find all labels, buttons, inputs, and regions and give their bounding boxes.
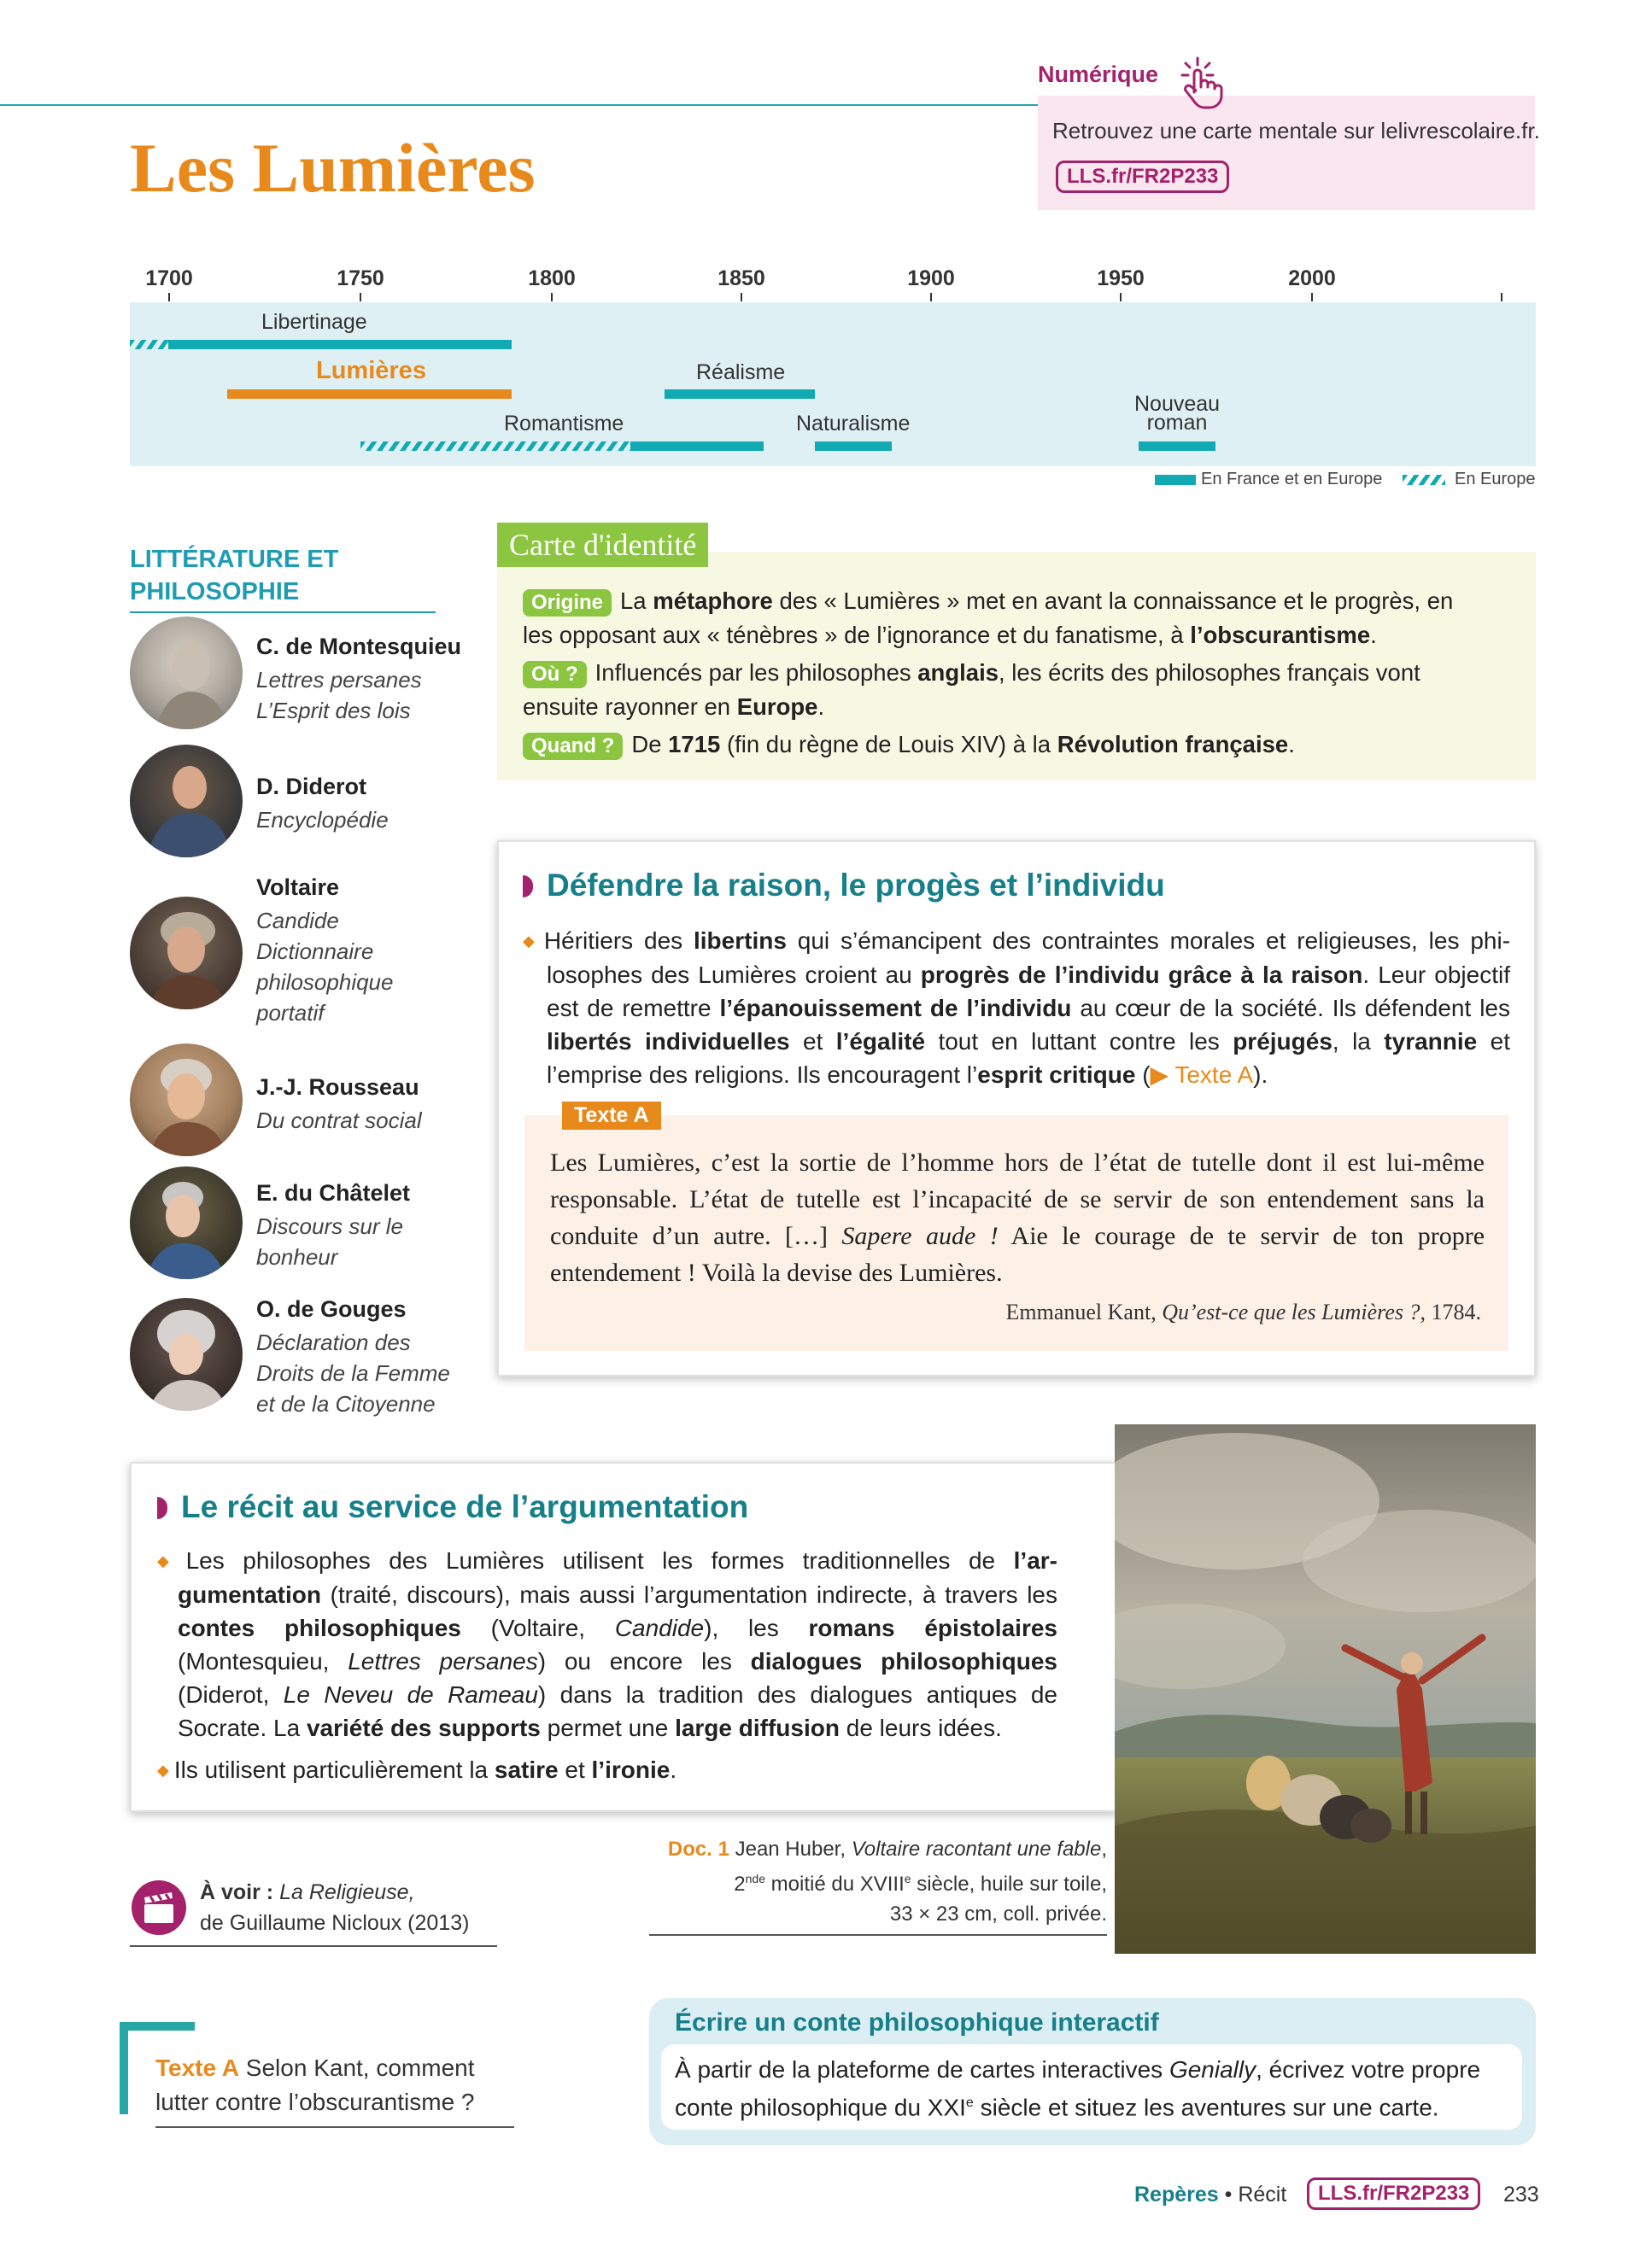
text-bold: métaphore xyxy=(653,587,773,614)
text-bold: l’obscurantisme xyxy=(1190,622,1371,648)
text: conte philosophique du XXI xyxy=(675,2094,966,2121)
timeline-bar-naturalisme xyxy=(815,441,892,451)
timeline-label-romantisme: Romantisme xyxy=(504,412,624,435)
painting-image xyxy=(1115,1424,1536,1954)
bullet-paragraph xyxy=(523,924,1510,1091)
text: (Diderot, xyxy=(178,1681,284,1708)
badge-ou: Où ? xyxy=(523,661,587,688)
author-work: Candide xyxy=(256,908,339,933)
a-voir-line xyxy=(200,1877,499,1908)
ci-quand xyxy=(523,728,1514,762)
author-work: bonheur xyxy=(256,1244,338,1270)
text-italic: Lettres persanes xyxy=(348,1648,538,1675)
texte-a-label: Texte A xyxy=(562,1102,661,1130)
text-bold: libertés individuelles xyxy=(547,1028,790,1055)
caption-line xyxy=(649,1864,1107,1899)
author-works xyxy=(256,1327,450,1419)
author-work: Encyclopédie xyxy=(256,807,389,833)
author-work: Dictionnaire xyxy=(256,938,374,964)
legend-swatch-france xyxy=(1155,475,1196,485)
section-marker-icon xyxy=(523,875,533,897)
text: ( xyxy=(1135,1061,1151,1088)
ecrire-line xyxy=(675,2053,1512,2086)
footer-link-label[interactable]: LLS.fr/FR2P233 xyxy=(1307,2177,1480,2210)
author-work: et de la Citoyenne xyxy=(256,1391,436,1417)
text: (Montesquieu, xyxy=(178,1648,348,1675)
legend-swatch-europe xyxy=(1403,475,1445,485)
author-work: philosophique xyxy=(256,969,394,995)
a-voir-text xyxy=(200,1877,499,1938)
text: (traité, discours), mais aussi l’argumentation indirecte, à travers les xyxy=(321,1581,1057,1608)
diamond-bullet-icon: ◆ xyxy=(157,1762,169,1779)
text-bold: l’égalité xyxy=(835,1028,926,1055)
text-bold: anglais xyxy=(917,659,999,686)
portrait-image xyxy=(130,617,243,729)
a-voir-title: La Religieuse, xyxy=(279,1880,415,1904)
timeline-bar-libertinage-europe xyxy=(130,340,168,349)
timeline-tick xyxy=(168,293,170,301)
diamond-bullet-icon: ◆ xyxy=(523,932,539,950)
text-italic: Sapere aude ! xyxy=(841,1222,999,1250)
clapperboard-icon xyxy=(130,1879,188,1937)
section-title-text: Défendre la raison, le progès et l’individu xyxy=(547,868,1165,903)
text-bold: l’épanouissement de l’individu xyxy=(719,995,1072,1021)
text-italic: Voltaire racontant une fable xyxy=(851,1838,1102,1861)
timeline-tick xyxy=(1311,293,1313,301)
text: . xyxy=(1288,731,1295,757)
ci-origine xyxy=(523,584,1514,618)
text: 2 xyxy=(734,1873,746,1896)
text-italic: Genially xyxy=(1168,2056,1256,2083)
timeline-year: 1750 xyxy=(337,266,384,290)
timeline-year: 1700 xyxy=(145,266,193,290)
timeline-tick xyxy=(930,293,932,301)
timeline-tick xyxy=(360,293,361,301)
author-name: C. de Montesquieu xyxy=(256,634,462,659)
text: Selon Kant, comment xyxy=(239,2055,475,2081)
page-number: 233 xyxy=(1503,2183,1539,2207)
text-bold: libertins xyxy=(694,927,787,954)
timeline-year: 1900 xyxy=(907,266,955,290)
text: , les écrits des philosophes français vont xyxy=(999,659,1420,686)
bullet-paragraph xyxy=(157,1544,1057,1745)
question-corner-top xyxy=(120,2022,195,2031)
text: Les Lumières, c’est la sortie de l’homme hors de l’état de tutelle dont il est lui-même responsable. L’état de tutelle est l’incapacité de se servir de son entendement sans la conduite d’un autre. […] xyxy=(550,1149,1485,1250)
text-italic: Qu’est-ce que les Lumières ? xyxy=(1162,1300,1420,1324)
question-label: Texte A xyxy=(155,2055,240,2081)
text: , écrivez votre propre xyxy=(1256,2056,1481,2083)
text: . xyxy=(1370,622,1377,648)
text: Héritiers des xyxy=(543,927,694,954)
timeline-label-line: Nouveau xyxy=(1134,392,1221,416)
ecrire-text xyxy=(675,2053,1512,2124)
text: siècle, huile sur toile, xyxy=(911,1873,1107,1896)
author-works xyxy=(256,1105,422,1136)
portrait-image xyxy=(130,1043,243,1156)
hand-tap-icon xyxy=(1177,55,1227,111)
text: ), les xyxy=(704,1615,809,1641)
caption-line xyxy=(649,1834,1107,1864)
text-bold: dialogues philosophiques xyxy=(750,1648,1057,1675)
timeline-year: 1850 xyxy=(718,266,765,290)
text: , la xyxy=(1332,1028,1385,1055)
numerique-link[interactable] xyxy=(1056,161,1229,193)
a-voir-label: À voir : xyxy=(200,1880,280,1904)
timeline-bar-romantisme-europe xyxy=(360,441,630,451)
portrait-rousseau xyxy=(130,1043,243,1156)
text: siècle et situez les aventures sur une carte. xyxy=(973,2094,1439,2121)
timeline-tick xyxy=(1501,293,1502,301)
portrait-image xyxy=(130,1166,243,1279)
timeline-label-naturalisme: Naturalisme xyxy=(796,412,911,435)
carte-identite-title: Carte d'identité xyxy=(497,523,708,567)
text: La xyxy=(620,587,653,614)
timeline-label-libertinage: Libertinage xyxy=(261,310,367,334)
question-corner-left xyxy=(120,2022,128,2114)
footer-separator: • xyxy=(1218,2183,1239,2207)
question-line: lutter contre l’obscurantisme ? xyxy=(155,2089,475,2115)
timeline-year: 2000 xyxy=(1288,266,1336,290)
text: ). xyxy=(1253,1061,1268,1088)
timeline-tick xyxy=(551,293,553,301)
literature-heading xyxy=(130,543,436,613)
author-name: E. du Châtelet xyxy=(256,1180,411,1206)
portrait-image xyxy=(130,745,243,857)
text-bold: esprit critique xyxy=(977,1061,1136,1088)
timeline-tick xyxy=(1120,293,1122,301)
text: Influencés par les philosophes xyxy=(594,659,918,686)
text: au cœur de la société. Ils défendent les xyxy=(1071,995,1510,1021)
text: e xyxy=(965,2096,974,2110)
text: nde xyxy=(745,1872,765,1885)
portrait-montesquieu xyxy=(130,617,243,729)
timeline-bar-lumieres xyxy=(227,389,512,399)
section-raison-title xyxy=(523,868,1165,903)
text: et xyxy=(789,1028,836,1055)
text-bold: contes philosophiques xyxy=(178,1615,461,1641)
text: de leurs idées. xyxy=(839,1715,1002,1741)
author-works xyxy=(256,905,393,1028)
doc-label: Doc. 1 xyxy=(667,1838,729,1861)
section-raison-text xyxy=(523,924,1510,1091)
text: À partir de la plateforme de cartes interactives xyxy=(675,2056,1169,2083)
text-bold: satire xyxy=(494,1757,559,1783)
text-bold: large diffusion xyxy=(675,1715,840,1741)
legend-europe: En Europe xyxy=(1455,470,1536,488)
author-name: Voltaire xyxy=(256,874,340,900)
text-bold: préjugés xyxy=(1233,1028,1332,1055)
section-title-text: Le récit au service de l’argumentation xyxy=(181,1489,749,1524)
timeline-label-realisme: Réalisme xyxy=(696,360,786,384)
badge-quand: Quand ? xyxy=(523,733,623,760)
portrait-image xyxy=(130,1298,243,1411)
text: . Leur objectif est de remettre xyxy=(547,962,1511,1021)
footer-section: Repères xyxy=(1134,2183,1219,2207)
timeline-label-nouveau-roman xyxy=(1134,392,1221,435)
caption-line: 33 × 23 cm, coll. privée. xyxy=(889,1903,1107,1926)
text: et l’emprise des religions. Ils encouragent l’ xyxy=(547,1028,1510,1088)
doc1-caption xyxy=(649,1834,1107,1936)
author-name: D. Diderot xyxy=(256,774,367,799)
footer-link[interactable] xyxy=(1307,2177,1480,2210)
ecrire-title: Écrire un conte philosophique interactif xyxy=(675,2008,1159,2037)
section-recit-title xyxy=(157,1489,748,1525)
author-work: portatif xyxy=(256,1000,325,1026)
text: Les philosophes des Lumières utilisent les formes traditionnelles de xyxy=(185,1547,1014,1574)
author-work: L’Esprit des lois xyxy=(256,698,411,723)
text-italic: Candide xyxy=(614,1615,705,1641)
timeline-bar-libertinage xyxy=(168,340,512,349)
numerique-text: Retrouvez une carte mentale sur lelivrescolaire.fr. xyxy=(1052,118,1540,143)
portrait-de-gouges xyxy=(130,1298,243,1411)
portrait-du-chatelet xyxy=(130,1166,243,1279)
text: ) dans la tradition des dialogues antiques de Socrate. La xyxy=(178,1681,1057,1741)
heading-line: PHILOSOPHIE xyxy=(130,578,300,605)
text: tout en luttant contre les xyxy=(925,1028,1233,1055)
text: , 1784. xyxy=(1420,1300,1481,1324)
author-name: J.-J. Rousseau xyxy=(256,1074,419,1100)
author-work: Lettres persanes xyxy=(256,667,422,693)
author-works xyxy=(256,1211,403,1272)
text: Ils utilisent particulièrement la xyxy=(173,1757,495,1783)
numerique-label: Numérique xyxy=(1038,61,1159,87)
question-line xyxy=(155,2051,514,2085)
page-title: Les Lumières xyxy=(130,129,536,207)
text: qui s’émancipent des contraintes morales et religieuses, les philosophes des Lumières croient au xyxy=(547,927,1511,988)
text-bold: Europe xyxy=(736,693,818,720)
timeline-year: 1950 xyxy=(1097,266,1145,290)
a-voir xyxy=(130,1870,497,1947)
text-bold: tyrannie xyxy=(1384,1028,1478,1055)
text: ) ou encore les xyxy=(537,1648,751,1675)
diamond-bullet-icon: ◆ xyxy=(157,1552,181,1569)
text: Aie le courage de te servir de ton propre entendement ! Voilà la devise des Lumières. xyxy=(550,1222,1485,1287)
timeline-label-lumieres: Lumières xyxy=(316,357,426,384)
text: De xyxy=(631,731,669,757)
doc1-painting xyxy=(1115,1424,1536,1954)
text: . xyxy=(670,1757,677,1783)
text: ensuite rayonner en xyxy=(523,693,737,720)
text: (Voltaire, xyxy=(460,1615,615,1641)
author-work: Droits de la Femme xyxy=(256,1360,450,1386)
author-works xyxy=(256,664,422,726)
text: (fin du règne de Louis XIV) à la xyxy=(720,731,1057,757)
question-texte-a xyxy=(155,2051,514,2128)
footer-subsection: Récit xyxy=(1238,2183,1287,2207)
author-works xyxy=(256,804,389,835)
section-marker-icon xyxy=(157,1497,167,1519)
author-work: Du contrat social xyxy=(256,1108,422,1133)
timeline-bar-romantisme xyxy=(630,441,764,451)
text: des « Lumières » met en avant la connaissance et le progrès, en xyxy=(772,587,1454,614)
ci-ou xyxy=(523,656,1514,690)
timeline-tick xyxy=(741,293,742,301)
kant-source xyxy=(550,1300,1481,1325)
portrait-image xyxy=(130,897,243,1009)
author-work: Discours sur le xyxy=(256,1213,403,1239)
author-work: Déclaration des xyxy=(256,1330,411,1355)
text: e xyxy=(904,1872,911,1885)
ecrire-line xyxy=(675,2086,1512,2124)
a-voir-line: de Guillaume Nicloux (2013) xyxy=(200,1911,470,1935)
text-bold: progrès de l’individu grâce à la raison xyxy=(920,962,1363,988)
portrait-voltaire xyxy=(130,897,243,1009)
text: permet une xyxy=(540,1715,676,1741)
text-bold: l’ironie xyxy=(591,1757,671,1783)
numerique-link-label[interactable]: LLS.fr/FR2P233 xyxy=(1056,161,1229,193)
text-italic: Le Neveu de Rameau xyxy=(283,1681,538,1708)
timeline-bar-realisme xyxy=(665,389,815,399)
timeline-year: 1800 xyxy=(528,266,576,290)
text-bold: Révolution française xyxy=(1057,731,1289,757)
timeline-label-line: roman xyxy=(1146,411,1208,435)
section-recit-text xyxy=(157,1544,1057,1787)
author-name: O. de Gouges xyxy=(256,1296,407,1322)
kant-quote xyxy=(550,1144,1485,1291)
bullet-paragraph xyxy=(157,1753,1057,1787)
header-rule xyxy=(0,104,1038,106)
heading-line: LITTÉRATURE ET xyxy=(130,546,339,573)
text: , xyxy=(1101,1838,1107,1861)
text: Jean Huber, xyxy=(735,1838,852,1861)
portrait-diderot xyxy=(130,745,243,857)
text: . xyxy=(817,693,825,720)
text: et xyxy=(558,1757,592,1783)
text-bold: romans épistolaires xyxy=(808,1615,1057,1641)
ci-origine-2 xyxy=(523,618,1514,652)
timeline-bar-nouveau-roman xyxy=(1139,441,1215,451)
text: les opposant aux « ténèbres » de l’ignorance et du fanatisme, à xyxy=(523,622,1191,648)
text-a-reference[interactable]: ▶ Texte A xyxy=(1150,1061,1254,1088)
legend-france: En France et en Europe xyxy=(1201,470,1383,488)
text-bold: variété des supports xyxy=(306,1715,541,1741)
text: Emmanuel Kant, xyxy=(1005,1300,1163,1324)
badge-origine: Origine xyxy=(523,589,612,617)
text-bold: 1715 xyxy=(668,731,721,757)
text: moitié du XVIII xyxy=(765,1873,905,1896)
text-bold: l’argumentation xyxy=(178,1547,1057,1608)
ci-ou-2 xyxy=(523,690,1514,724)
footer-breadcrumb xyxy=(1134,2183,1286,2207)
